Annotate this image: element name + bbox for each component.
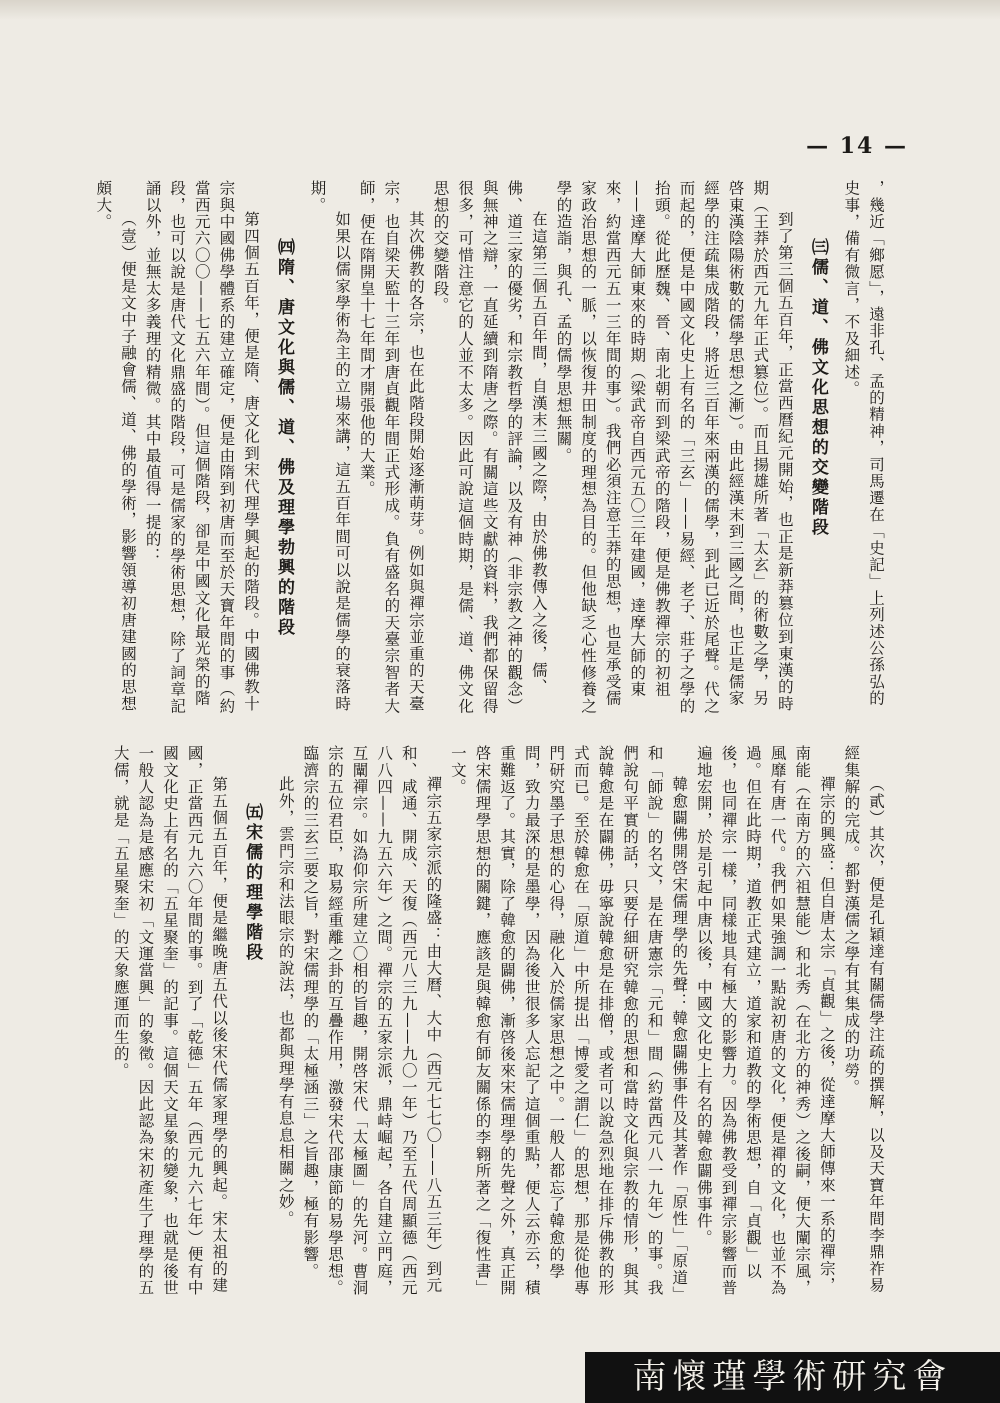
footer-banner: 南懷瑾學術研究會 [585,1352,1000,1403]
section-heading-4: ㈣隋、唐文化與儒、道、佛及理學勃興的階段 [273,238,294,638]
page-number: — 14 — [806,133,908,159]
paragraph: 此外，雲門宗和法眼宗的說法，也都與理學有息息相關之妙。 [276,776,295,1227]
bottom-text-block [108,745,888,1305]
page-edge-shadow [0,0,1000,20]
paragraph: 第五個五百年，便是繼晚唐五代以後宋代儒家理學的興起。宋太祖的建國，正當西元九六〇年間的事。到了「乾德」五年（西元九六七年）便有中國文化史上有名的「五星聚奎」的記事。這個天文星象的變象，也就是後世一般人認為是感應宋初「文運當興」的象徵。因此認為宋初產生了理學的五大儒，就是「五星聚奎」的天象應運而生的。 [111,745,229,1297]
paragraph: （貳）其次，便是孔穎達有關儒學注疏的撰解，以及天寶年間李鼎祚易經集解的完成。都對漢儒之學有其集成的功勞。 [842,745,885,1294]
paragraph: 禪宗的興盛：但自唐太宗「貞觀」之後，從達摩大師傳來一系的禪宗，南能（在南方的六祖慧能）和北秀（在北方的神秀）之後嗣，便大闡宗風，風靡有唐一代。我們如果強調一點說初唐的文化，便是禪的文化，也並不為過。但在此時期，道教正式建立，道家和道教的學術思想，自「貞觀」以後，也同禪宗一樣，同樣地具有極大的影響力。因為佛教受到禪宗影響而普遍地宏開，於是引起中唐以後，中國文化史上有名的韓愈闢佛事件。 [694,745,836,1297]
paragraph: 韓愈闢佛開啓宋儒理學的先聲：韓愈闢佛事件及其著作「原性」「原道」和「師說」的名文，是在唐憲宗「元和」間（約當西元八一九年）的事。我們說句平實的話，只要仔細研究韓愈的思想和當時文化與宗教的情形，與其說韓愈是在闢佛，毋寧說韓愈是在排僧，或者可以說急烈地在排斥佛教的形式而已。至於韓愈在「原道」中所提出「博愛之謂仁」的思想，那是從他專門研究墨子思想的心得，融化入於儒家思想之中。一般人都忘了韓愈的學問，致力最深的是墨學，因為後世很多人忘記了這個重點，便人云亦云，積重難返了。其實，除了韓愈的闢佛，漸啓後來宋儒理學的先聲之外，真正開啓宋儒理學思想的關鍵，應該是與韓愈有師友關係的李翱所著之「復性書」一文。 [448,745,689,1303]
paragraph: 在這第三個五百年間，自漢末三國之際，由於佛教傳入之後，儒、佛、道三家的優劣，和宗教哲學的評論，以及有神（非宗教之神的觀念）與無神之辯，一直延續到隋唐之際。有關這些文獻的資料，我們都保留得很多，可惜注意它的人並不太多。因此可說這個時期，是儒、道、佛文化思想的交變階段。 [431,180,548,715]
paragraph: 禪宗五家宗派的隆盛：由大曆、大中（西元七七〇——八五三年）到元和、咸通、開成、天復（西元八三九——九〇一年）乃至五代周顯德（西元八八四——九五六年）之間。禪宗的五家宗派，鼎峙崛起，各自建立門庭，互闡禪宗。如溈仰宗所建立〇相的旨趣，開啓宋代「太極圖」的先河。曹洞宗的五位君臣，取易經重離之卦的互疊作用，激發宋代邵康節的易學思想。臨濟宗的三玄三要之旨，對宋儒理學的「太極涵三」之旨趣，極有影響。 [301,745,443,1297]
section-heading-5: ㈤宋儒的理學階段 [242,803,263,963]
paragraph: （壹）便是文中子融會儒、道、佛的學術，影響領導初唐建國的思想頗大。 [94,180,137,712]
paragraph: 如果以儒家學術為主的立場來講，這五百年間可以說是儒學的衰落時期。 [308,180,352,712]
paragraph: 其次佛教的各宗，也在此階段開始逐漸萌芽。例如與禪宗並重的天臺宗，也自梁天監十三年到唐貞觀年間正式形成。負有盛名的天臺宗智者大師，便在隋開皇十七年間才開張他的大業。 [357,180,425,715]
paragraph: 第四個五百年，便是隋、唐文化到宋代理學興起的階段。中國佛教十宗與中國佛學體系的建立確定，便是由隋到初唐而至於天寶年間的事（約當西元六〇〇——七五六年間）。但這個階段，卻是中國文化最光榮的階段，也可以說是唐代文化鼎盛的階段，可是儒家的學術思想，除了詞章記誦以外，並無太多義理的精微。其中最值得一提的： [143,180,260,715]
paragraph: 到了第三個五百年，正當西曆紀元開始，也正是新莽篡位到東漢的時期（王莽於西元九年正式篡位）。而且揚雄所著「太玄」的術數之學，另啓東漢陰陽術數的儒學思想之漸）。由此經漢末到三國之間，也正是儒家經學的注疏集成階段，將近三百年來兩漢的儒學，到此已近於尾聲。代之而起的，便是中國文化史上有名的「三玄」——易經、老子、莊子之學的抬頭。從此歷魏、晉、南北朝而到梁武帝的階段，便是佛教禪宗的初祖——達摩大師東來的時期（梁武帝自西元五〇三年建國，達摩大師的東來，約當西元五一三年間的事）。我們必須注意王莽的思想，也是承受儒家政治思想的一脈，以恢復井田制度的理想為目的。但他缺乏心性修養之學的造詣，與孔、孟的儒學思想無關。 [554,180,794,715]
section-heading-3: ㈢儒、道、佛文化思想的交變階段 [807,238,828,538]
top-text-block [91,180,888,720]
paragraph: ，幾近「鄉愿」，遠非孔、孟的精神，司馬遷在「史記」上列述公孫弘的史事，備有微言，不及細述。 [842,180,885,707]
